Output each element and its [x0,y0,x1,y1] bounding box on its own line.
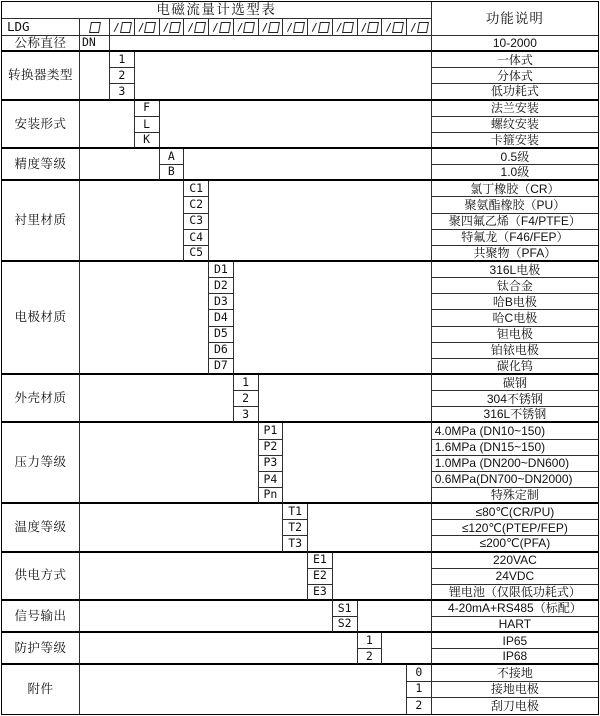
option-desc-electrode-material-1: 钛合金 [432,278,598,294]
option-desc-protection-class-1: IP68 [432,649,598,665]
spacer-left-converter-type [80,52,110,100]
spacer-right-installation-type [160,101,432,149]
group-label-signal-output: 信号输出 [2,601,80,633]
option-desc-liner-material-0: 氯丁橡胶（CR） [432,181,598,197]
option-desc-pressure-rating-2: 1.0MPa (DN200~DN600) [432,456,598,472]
option-code-pressure-rating-4: Pn [259,488,284,504]
slash-separator: / [410,21,417,34]
option-code-power-supply-2: E3 [308,585,333,601]
slash-separator: / [311,21,318,34]
option-desc-accessories-0: 不接地 [432,665,598,681]
option-code-electrode-material-0: D1 [209,262,234,278]
option-desc-pressure-rating-0: 4.0MPa (DN10~150) [432,423,598,439]
slash-separator: / [162,21,170,34]
spacer-right-electrode-material [234,262,432,375]
option-desc-installation-type-1: 螺纹安装 [432,117,598,133]
group-label-installation-type: 安装形式 [2,101,80,149]
option-desc-electrode-material-4: 钽电极 [432,327,598,343]
option-desc-electrode-material-0: 316L电极 [432,262,598,278]
option-desc-temperature-rating-2: ≤200℃(PFA) [432,536,598,552]
group-label-housing-material: 外壳材质 [2,375,80,423]
option-code-housing-material-2: 3 [234,407,259,423]
code-placeholder-box-icon [144,22,156,33]
group-label-dn: 公称直径 [2,36,80,52]
group-label-pressure-rating: 压力等级 [2,423,80,504]
code-placeholder-box-icon [293,22,305,33]
option-desc-temperature-rating-1: ≤120℃(PTEP/FEP) [432,520,598,536]
option-code-converter-type-1: 2 [110,68,135,84]
option-desc-power-supply-1: 24VDC [432,569,598,585]
option-code-electrode-material-6: D7 [209,359,234,375]
group-label-converter-type: 转换器类型 [2,52,80,100]
slash-separator: / [137,21,145,34]
code-placeholder-box-icon [342,22,354,33]
spacer-right-pressure-rating [283,423,432,504]
spacer-right-dn [110,36,432,52]
option-desc-electrode-material-2: 哈B电极 [432,294,598,310]
option-code-converter-type-0: 1 [110,52,135,68]
code-placeholder-box-icon [194,22,206,33]
option-code-protection-class-1: 2 [358,649,383,665]
option-code-accessories-0: 0 [407,665,432,681]
option-code-accessories-2: 2 [407,698,432,714]
option-code-installation-type-0: F [135,101,160,117]
spacer-left-temperature-rating [80,504,283,552]
group-label-accuracy-class: 精度等级 [2,149,80,181]
option-desc-installation-type-0: 法兰安装 [432,101,598,117]
option-code-dn-0: DN [80,36,110,52]
spacer-right-liner-material [209,181,432,262]
option-code-liner-material-2: C3 [184,214,209,230]
option-desc-accessories-1: 接地电极 [432,682,598,698]
code-placeholder-box-icon [243,22,255,33]
option-desc-converter-type-0: 一体式 [432,52,598,68]
spacer-right-power-supply [333,553,432,601]
option-desc-housing-material-2: 316L不锈钢 [432,407,598,423]
option-code-accuracy-class-1: B [160,165,185,181]
model-code-box-1 [110,19,135,36]
option-code-liner-material-1: C2 [184,197,209,213]
option-code-liner-material-0: C1 [184,181,209,197]
group-label-liner-material: 衬里材质 [2,181,80,262]
option-desc-power-supply-0: 220VAC [432,553,598,569]
option-desc-pressure-rating-1: 1.6MPa (DN15~150) [432,440,598,456]
spacer-left-power-supply [80,553,308,601]
option-desc-protection-class-0: IP65 [432,633,598,649]
option-desc-pressure-rating-3: 0.6MPa(DN700~DN2000) [432,472,598,488]
group-label-power-supply: 供电方式 [2,553,80,601]
option-desc-housing-material-0: 碳钢 [432,375,598,391]
option-code-installation-type-2: K [135,133,160,149]
model-code-box-13 [407,19,432,36]
code-placeholder-box-icon [417,22,429,33]
spacer-right-accuracy-class [184,149,432,181]
function-column-header: 功能说明 [432,2,598,36]
spacer-left-pressure-rating [80,423,259,504]
model-code-box-10 [333,19,358,36]
model-code-box-12 [382,19,407,36]
option-code-pressure-rating-0: P1 [259,423,284,439]
slash-separator: / [385,21,392,34]
spacer-right-converter-type [135,52,432,100]
model-code-box-2 [135,19,160,36]
spacer-left-accuracy-class [80,149,160,181]
option-desc-liner-material-4: 共聚物（PFA） [432,246,598,262]
option-desc-dn-0: 10-2000 [432,36,598,52]
group-label-temperature-rating: 温度等级 [2,504,80,552]
option-desc-liner-material-3: 特氟龙（F46/FEP） [432,230,598,246]
option-code-pressure-rating-1: P2 [259,440,284,456]
slash-separator: / [187,21,194,34]
option-code-housing-material-0: 1 [234,375,259,391]
model-code-box-9 [308,19,333,36]
code-placeholder-box-icon [120,22,132,33]
option-code-electrode-material-1: D2 [209,278,234,294]
model-code-box-11 [358,19,383,36]
option-desc-housing-material-1: 304不锈钢 [432,391,598,407]
code-placeholder-box-icon [318,22,330,33]
option-desc-accessories-2: 刮刀电极 [490,698,539,713]
option-code-liner-material-3: C4 [184,230,209,246]
option-code-electrode-material-5: D6 [209,343,234,359]
table-title: 电磁流量计选型表 [2,2,432,19]
slash-separator: / [261,21,269,34]
option-code-pressure-rating-2: P3 [259,456,284,472]
spacer-left-accessories [80,665,407,713]
slash-separator: / [113,21,120,34]
spacer-left-electrode-material [80,262,209,375]
model-code-box-8 [283,19,308,36]
code-placeholder-box-icon [392,22,404,33]
model-code-box-dn [80,19,110,36]
option-code-power-supply-1: E2 [308,569,333,585]
slash-separator: / [212,21,219,34]
slash-separator: / [335,21,343,34]
option-desc-electrode-material-6: 碳化钨 [432,359,598,375]
spacer-right-protection-class [382,633,432,665]
model-code-box-3 [160,19,185,36]
slash-separator: / [286,21,293,34]
code-placeholder-box-icon [367,22,379,33]
slash-separator: / [360,21,368,34]
selection-table-grid [2,2,598,714]
option-desc-temperature-rating-0: ≤80℃(CR/PU) [432,504,598,520]
slash-separator: / [236,21,244,34]
option-code-signal-output-0: S1 [333,601,358,617]
code-placeholder-box-icon [268,22,280,33]
option-code-housing-material-1: 2 [234,391,259,407]
option-code-installation-type-1: L [135,117,160,133]
option-code-temperature-rating-1: T2 [283,520,308,536]
option-desc-electrode-material-5: 铂铱电极 [432,343,598,359]
option-code-accuracy-class-0: A [160,149,185,165]
spacer-right-housing-material [259,375,432,423]
spacer-left-protection-class [80,633,358,665]
option-code-electrode-material-2: D3 [209,294,234,310]
option-code-electrode-material-4: D5 [209,327,234,343]
model-code-box-7 [259,19,284,36]
option-desc-accuracy-class-0: 0.5级 [432,149,598,165]
spacer-right-signal-output [358,601,432,633]
option-desc-signal-output-1: HART [432,617,598,633]
spacer-left-installation-type [80,101,135,149]
option-desc-electrode-material-3: 哈C电极 [432,310,598,326]
option-desc-power-supply-2: 锂电池（仅限低功耗式） [432,585,598,601]
option-code-temperature-rating-0: T1 [283,504,308,520]
code-placeholder-box-icon [169,22,181,33]
option-desc-signal-output-0: 4-20mA+RS485（标配） [432,601,598,617]
model-prefix: LDG [2,19,80,36]
group-label-protection-class: 防护等级 [2,633,80,665]
option-code-converter-type-2: 3 [110,84,135,100]
group-label-accessories: 附件 [2,665,80,713]
option-code-pressure-rating-3: P4 [259,472,284,488]
spacer-right-temperature-rating [308,504,432,552]
option-code-accessories-1: 1 [407,682,432,698]
model-code-box-5 [209,19,234,36]
option-desc-liner-material-2: 聚四氟乙烯（F4/PTFE） [432,214,598,230]
option-desc-installation-type-2: 卡箍安装 [432,133,598,149]
option-code-liner-material-4: C5 [184,246,209,262]
option-desc-liner-material-1: 聚氨酯橡胶（PU） [432,197,598,213]
code-placeholder-box-icon [89,22,101,33]
model-code-box-6 [234,19,259,36]
option-code-temperature-rating-2: T3 [283,536,308,552]
option-code-signal-output-1: S2 [333,617,358,633]
option-desc-pressure-rating-4: 特殊定制 [432,488,598,504]
code-placeholder-box-icon [219,22,231,33]
option-desc-converter-type-1: 分体式 [432,68,598,84]
option-code-power-supply-0: E1 [308,553,333,569]
spacer-left-liner-material [80,181,184,262]
option-desc-converter-type-2: 低功耗式 [432,84,598,100]
model-code-box-4 [184,19,209,36]
option-desc-accuracy-class-1: 1.0级 [432,165,598,181]
spacer-left-housing-material [80,375,234,423]
option-code-electrode-material-3: D4 [209,310,234,326]
group-label-electrode-material: 电极材质 [2,262,80,375]
selection-table [1,1,599,715]
option-code-protection-class-0: 1 [358,633,383,649]
spacer-left-signal-output [80,601,333,633]
